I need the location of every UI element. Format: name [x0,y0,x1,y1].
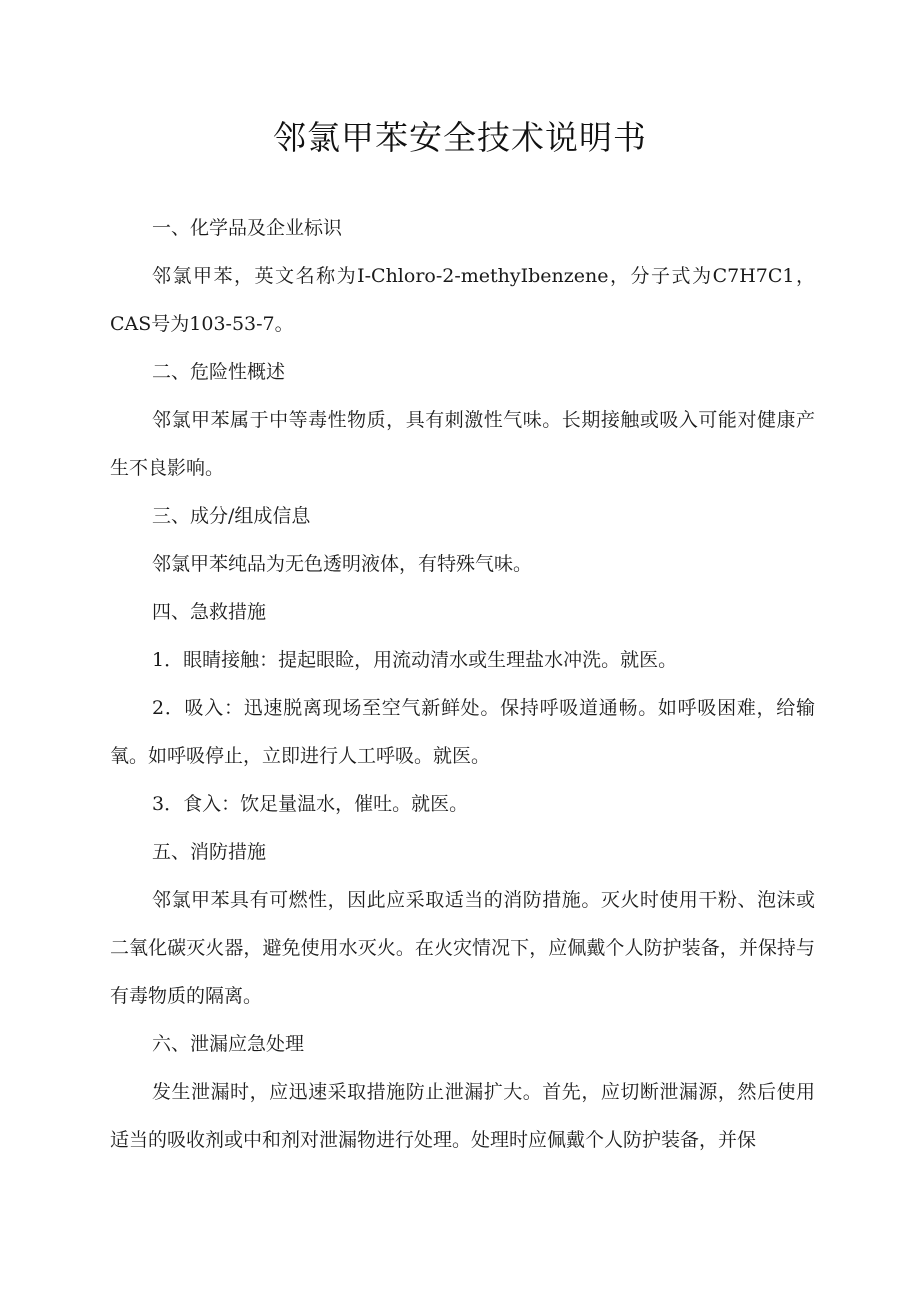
section-heading: 一、化学品及企业标识 [152,217,343,239]
section-heading: 三、成分/组成信息 [152,505,311,527]
section-heading: 六、泄漏应急处理 [152,1033,305,1055]
section-paragraph: 邻氯甲苯，英文名称为I-Chloro-2-methyIbenzene，分子式为C7H7C1，CAS号为103-53-7。 [110,265,815,335]
section-paragraph: 邻氯甲苯具有可燃性，因此应采取适当的消防措施。灭火时使用干粉、泡沫或二氧化碳灭火器，避免使用水灭火。在火灾情况下，应佩戴个人防护装备，并保持与有毒物质的隔离。 [110,889,815,1007]
section-paragraph: 邻氯甲苯纯品为无色透明液体，有特殊气味。 [152,553,533,575]
section-heading: 四、急救措施 [152,601,267,623]
first-aid-item-eyes: 1．眼睛接触：提起眼睑，用流动清水或生理盐水冲洗。就医。 [152,649,678,671]
section-paragraph: 邻氯甲苯属于中等毒性物质，具有刺激性气味。长期接触或吸入可能对健康产生不良影响。 [110,409,815,479]
section-heading: 五、消防措施 [152,841,267,863]
document-body [110,204,815,1164]
first-aid-item-ingestion: 3．食入：饮足量温水，催吐。就医。 [152,793,469,815]
section-heading: 二、危险性概述 [152,361,286,383]
document-title: 邻氯甲苯安全技术说明书 [273,118,647,157]
first-aid-item-inhalation: 2．吸入：迅速脱离现场至空气新鲜处。保持呼吸道通畅。如呼吸困难，给输氧。如呼吸停止，立即进行人工呼吸。就医。 [110,697,815,767]
section-paragraph: 发生泄漏时，应迅速采取措施防止泄漏扩大。首先，应切断泄漏源，然后使用适当的吸收剂或中和剂对泄漏物进行处理。处理时应佩戴个人防护装备，并保 [110,1081,815,1151]
